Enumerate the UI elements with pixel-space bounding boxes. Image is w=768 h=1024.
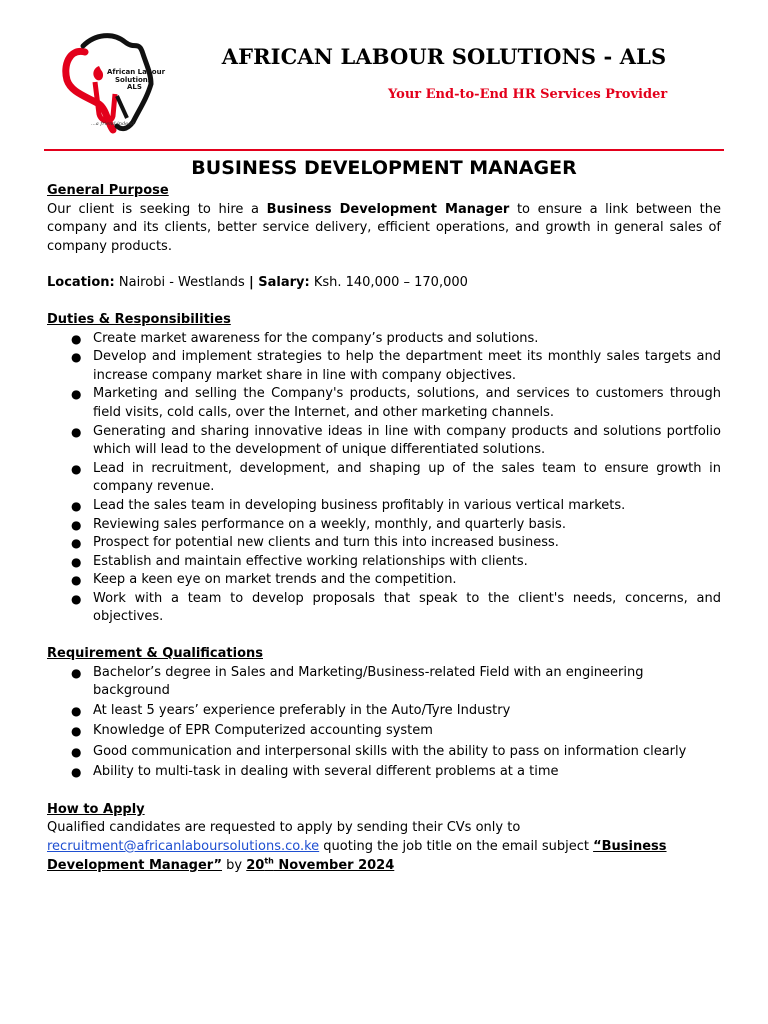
requirement-text: Ability to multi-task in dealing with several different problems at a time [93, 763, 559, 779]
requirements-heading: Requirement & Qualifications [47, 646, 263, 662]
duty-item [47, 497, 721, 516]
general-purpose-text [47, 201, 721, 257]
duty-item [47, 330, 721, 349]
purpose-text-start: Our client is seeking to hire a [47, 201, 267, 217]
requirement-item [47, 702, 721, 721]
details-separator: | [248, 275, 254, 291]
bullet-icon: ● [71, 573, 82, 588]
duty-item [47, 423, 721, 460]
duty-text: Create market awareness for the company’s products and solutions. [93, 330, 539, 346]
bullet-icon: ● [71, 764, 82, 779]
bullet-icon: ● [71, 331, 82, 346]
duty-item [47, 590, 721, 627]
apply-line-1: Qualified candidates are requested to apply by sending their CVs only to [47, 820, 521, 836]
header-divider [44, 149, 724, 151]
bullet-icon: ● [71, 724, 82, 739]
how-to-apply-heading: How to Apply [47, 801, 145, 817]
duty-text: Establish and maintain effective working relationships with clients. [93, 553, 528, 569]
bullet-icon: ● [71, 591, 82, 606]
bullet-icon: ● [71, 461, 82, 476]
requirement-text: Good communication and interpersonal skills with the ability to pass on information clearly [93, 743, 687, 759]
duty-text: Marketing and selling the Company's products, solutions, and services to customers through field visits, cold calls, over the Internet, and other marketing channels. [93, 386, 721, 420]
company-tagline: Your End-to-End HR Services Provider [388, 87, 668, 102]
company-name: AFRICAN LABOUR SOLUTIONS - ALS [221, 44, 667, 69]
job-title: BUSINESS DEVELOPMENT MANAGER [191, 157, 577, 179]
requirement-item [47, 722, 721, 741]
requirement-item [47, 743, 721, 762]
apply-mid-text: quoting the job title on the email subject [319, 838, 594, 854]
requirement-item [47, 763, 721, 782]
bullet-icon: ● [71, 536, 82, 551]
deadline-suffix: th [264, 856, 274, 866]
requirement-text: At least 5 years’ experience preferably in the Auto/Tyre Industry [93, 703, 511, 719]
bullet-icon: ● [71, 554, 82, 569]
duty-item [47, 460, 721, 497]
duty-item [47, 385, 721, 422]
bullet-icon: ● [71, 665, 82, 680]
duty-item [47, 348, 721, 385]
job-content [47, 182, 721, 875]
logo-text-1: African Labour [107, 68, 166, 76]
bullet-icon: ● [71, 498, 82, 513]
requirement-text: Bachelor’s degree in Sales and Marketing/Business-related Field with an engineering background [93, 664, 644, 699]
duties-heading: Duties & Responsibilities [47, 311, 231, 327]
duty-text: Prospect for potential new clients and turn this into increased business. [93, 535, 559, 551]
duty-item [47, 534, 721, 553]
purpose-text-end: to ensure a link between the company and its clients, better service delivery, efficient operations, and growth in general sales of company products. [47, 201, 721, 254]
duty-item [47, 516, 721, 535]
duty-item [47, 571, 721, 590]
requirement-item [47, 664, 721, 701]
general-purpose-heading: General Purpose [47, 183, 169, 198]
duty-text: Lead in recruitment, development, and shaping up of the sales team to ensure growth in company revenue. [93, 460, 721, 495]
bullet-icon: ● [71, 517, 82, 532]
duty-text: Work with a team to develop proposals that speak to the client's needs, concerns, and objectives. [93, 590, 721, 625]
location-label: Location: [47, 275, 115, 291]
logo-text-3: ALS [127, 83, 142, 91]
duty-item [47, 553, 721, 572]
location-salary-line [47, 274, 721, 293]
deadline-rest: November 2024 [273, 857, 395, 873]
email-subject: “Business Development Manager” [47, 838, 667, 873]
deadline-day: 20 [246, 857, 265, 873]
logo-tagline: ...a friend indeed [91, 121, 135, 127]
apply-instructions [47, 819, 721, 875]
duty-text: Generating and sharing innovative ideas in line with company products and solutions portfolio which will lead to the development of unique differentiated solutions. [93, 423, 721, 458]
duty-text: Reviewing sales performance on a weekly, monthly, and quarterly basis. [93, 516, 566, 532]
recruitment-email-link[interactable]: recruitment@africanlaboursolutions.co.ke [47, 838, 320, 854]
salary-label: Salary: [253, 275, 310, 291]
location-value: Nairobi - Westlands [114, 275, 249, 291]
als-logo [55, 22, 195, 140]
bullet-icon: ● [71, 424, 82, 439]
africa-map-logo-icon [55, 22, 195, 140]
duty-text: Lead the sales team in developing business profitably in various vertical markets. [93, 497, 626, 513]
bullet-icon: ● [71, 704, 82, 719]
duty-text: Develop and implement strategies to help the department meet its monthly sales targets and increase company market share in line with company objectives. [93, 349, 721, 383]
salary-value: Ksh. 140,000 – 170,000 [309, 275, 468, 291]
duty-text: Keep a keen eye on market trends and the competition. [93, 572, 457, 588]
bullet-icon: ● [71, 744, 82, 759]
requirement-text: Knowledge of EPR Computerized accounting system [93, 723, 433, 739]
requirements-list [47, 664, 721, 782]
bullet-icon: ● [71, 350, 82, 365]
deadline [246, 858, 394, 873]
apply-by-text: by [222, 857, 247, 873]
bullet-icon: ● [71, 387, 82, 402]
duties-list [47, 330, 721, 628]
purpose-role-name: Business Development Manager [266, 201, 510, 217]
logo-text-2: Solutions [115, 76, 152, 84]
